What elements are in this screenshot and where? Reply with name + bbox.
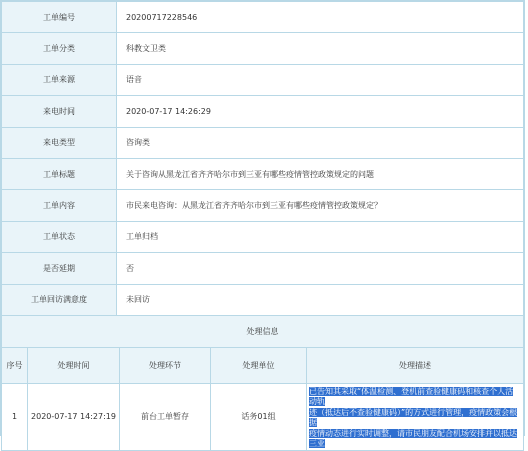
field-label: 工单回访满意度 (2, 284, 117, 315)
field-label: 来电时间 (2, 96, 117, 127)
info-row (2, 158, 524, 189)
table-row (2, 383, 524, 450)
header-unit: 处理单位 (211, 347, 307, 383)
field-value: 20200717228546 (117, 2, 524, 33)
processing-header-row (2, 347, 524, 383)
field-value: 工单归档 (117, 221, 524, 252)
field-value: 2020-07-17 14:26:29 (117, 96, 524, 127)
field-value: 未回访 (117, 284, 524, 315)
description-line-3: 疫情动态进行实时调整，请市民朋友配合机场安排并以抵达三亚 (309, 428, 517, 449)
field-value: 科教文卫类 (117, 33, 524, 64)
field-value: 语音 (117, 64, 524, 95)
field-label: 来电类型 (2, 127, 117, 158)
info-row (2, 253, 524, 284)
field-value: 否 (117, 253, 524, 284)
row-step: 前台工单暂存 (120, 383, 211, 450)
row-time: 2020-07-17 14:27:19 (28, 383, 120, 450)
field-label: 工单来源 (2, 64, 117, 95)
info-row (2, 2, 524, 33)
field-value: 咨询类 (117, 127, 524, 158)
field-value: 市民来电咨询：从黑龙江省齐齐哈尔市到三亚有哪些疫情管控政策规定？ (117, 190, 524, 221)
description-line-2: 迹（抵达后不查验健康码）”的方式进行管理，疫情政策会根据 (309, 407, 518, 428)
processing-section-title: 处理信息 (1, 316, 524, 347)
ticket-info-table (1, 1, 524, 316)
info-row (2, 284, 524, 315)
info-row (2, 33, 524, 64)
field-label: 是否延期 (2, 253, 117, 284)
header-description: 处理描述 (307, 347, 524, 383)
processing-table (1, 347, 524, 451)
header-time: 处理时间 (28, 347, 120, 383)
row-index: 1 (2, 383, 28, 450)
field-label: 工单状态 (2, 221, 117, 252)
info-row (2, 64, 524, 95)
field-label: 工单编号 (2, 2, 117, 33)
row-description[interactable] (307, 383, 524, 450)
row-unit: 话务01组 (211, 383, 307, 450)
info-row (2, 96, 524, 127)
field-label: 工单标题 (2, 158, 117, 189)
info-row (2, 190, 524, 221)
info-row (2, 127, 524, 158)
header-step: 处理环节 (120, 347, 211, 383)
description-line-1: 已告知其采取“体温检测、登机前查验健康码和核查个人活动轨 (309, 386, 514, 407)
field-label: 工单分类 (2, 33, 117, 64)
field-value: 关于咨询从黑龙江省齐齐哈尔市到三亚有哪些疫情管控政策规定的问题 (117, 158, 524, 189)
header-index: 序号 (2, 347, 28, 383)
field-label: 工单内容 (2, 190, 117, 221)
info-row (2, 221, 524, 252)
